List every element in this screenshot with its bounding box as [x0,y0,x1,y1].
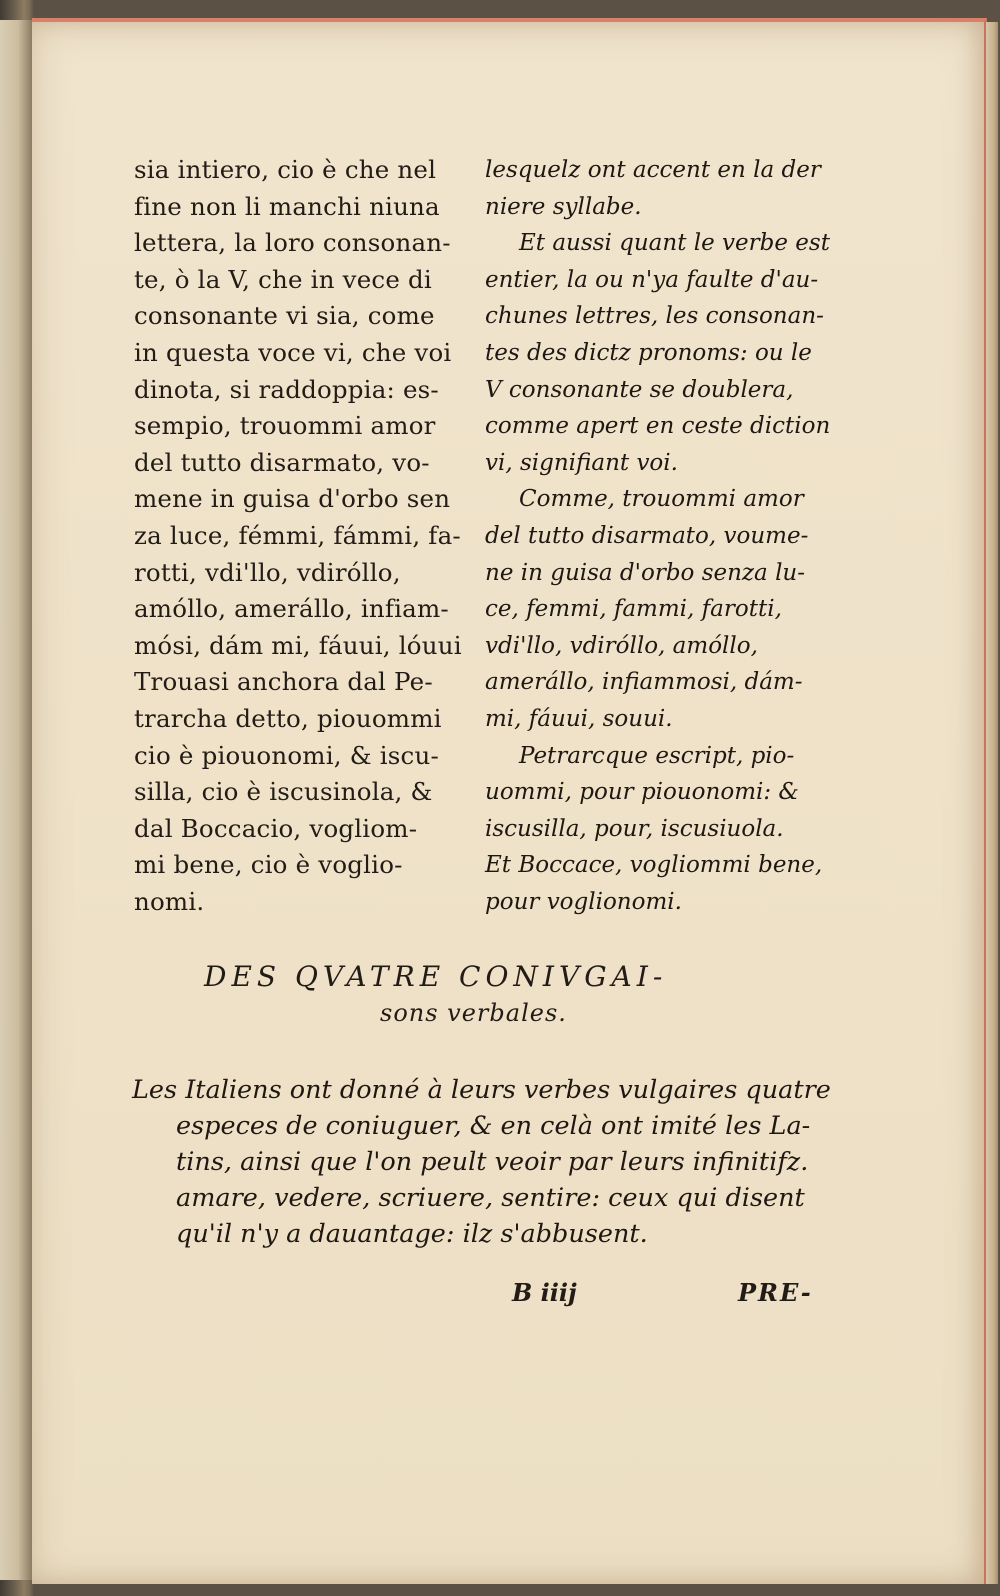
right-column-line: lesquelz ont accent en la der [485,157,821,183]
heading-line-1: DES QVATRE CONIVGAI- [204,960,668,993]
right-column-line: pour voglionomi. [485,888,682,915]
left-column-line: mósi, dám mi, fáuui, lóuui [134,630,462,660]
left-column-line: dal Boccacio, vogliom- [134,813,418,843]
signature-mark: B iiij [512,1278,577,1307]
right-column-line: chunes lettres, les consonan- [485,303,824,330]
left-column-line: silla, cio è iscusinola, & [134,777,433,807]
right-column-line: Et Boccace, vogliommi bene, [485,852,823,879]
left-column-line: del tutto disarmato, vo- [134,447,430,477]
left-column-line: cio è piouonomi, & iscu- [134,740,439,770]
right-column-line: vi, signifiant voi. [485,449,678,476]
left-column-line: te, ò la V, che in vece di [134,264,432,294]
left-column-line: amóllo, amerállo, infiam- [134,594,449,624]
paragraph-line: Les Italiens ont donné à leurs verbes vulgaires quatre [132,1075,831,1105]
right-column-line: Comme, trouommi amor [519,486,804,513]
paragraph-line: especes de coniuguer, & en celà ont imité les La- [176,1111,811,1141]
right-column-line: V consonante se doublera, [485,376,794,403]
left-column-line: consonante vi sia, come [134,301,435,331]
left-column-line: in questa voce vi, che voi [134,337,452,367]
facing-page-edge [0,20,32,1580]
right-column-line: amerállo, infiammosi, dám- [485,669,803,696]
left-column-line: nomi. [134,886,205,916]
right-column-line: del tutto disarmato, voume- [485,522,809,549]
left-column-line: sempio, trouommi amor [134,411,436,441]
paragraph-line: qu'il n'y a dauantage: ilz s'abbusent. [176,1219,648,1249]
section-heading [204,960,804,1027]
left-column-line: sia intiero, cio è che nel [134,155,437,184]
right-column-line: Et aussi quant le verbe est [519,230,830,257]
right-column-line: vdi'llo, vdiróllo, amóllo, [485,632,758,659]
right-column-line: uommi, pour piouonomi: & [485,779,799,806]
left-column-line: trarcha detto, piouommi [134,703,442,733]
left-column-italian [134,152,494,920]
right-column-line: comme apert en ceste diction [485,413,831,440]
right-column-line: Petrarcque escript, pio- [519,742,795,769]
left-column-line: Trouasi anchora dal Pe- [134,667,433,697]
catchword: PRE- [738,1278,813,1307]
left-column-line: mene in guisa d'orbo sen [134,484,451,514]
right-column-french [485,152,865,920]
left-column-line: fine non li manchi niuna [134,191,440,221]
right-column-line: tes des dictz pronoms: ou le [485,339,812,366]
right-column-line: mi, fáuui, souui. [485,705,673,732]
left-column-line: rotti, vdi'llo, vdiróllo, [134,557,401,587]
left-column-line: za luce, fémmi, fámmi, fa- [134,520,461,550]
body-paragraph [132,1072,872,1252]
left-column-line: lettera, la loro consonan- [134,228,451,258]
book-page [32,18,987,1584]
right-column-line: ce, femmi, fammi, farotti, [485,596,782,623]
right-column-line: entier, la ou n'ya faulte d'au- [485,266,819,293]
right-column-line: ne in guisa d'orbo senza lu- [485,559,806,586]
left-column-line: mi bene, cio è voglio- [134,850,403,880]
paragraph-line: tins, ainsi que l'on peult veoir par leurs infinitifz. [176,1147,809,1177]
paragraph-line: amare, vedere, scriuere, sentire: ceux qui disent [176,1183,805,1213]
left-column-line: dinota, si raddoppia: es- [134,374,439,404]
right-column-line: niere syllabe. [485,193,642,220]
heading-line-2: sons verbales. [380,999,567,1027]
right-column-line: iscusilla, pour, iscusiuola. [485,815,784,842]
